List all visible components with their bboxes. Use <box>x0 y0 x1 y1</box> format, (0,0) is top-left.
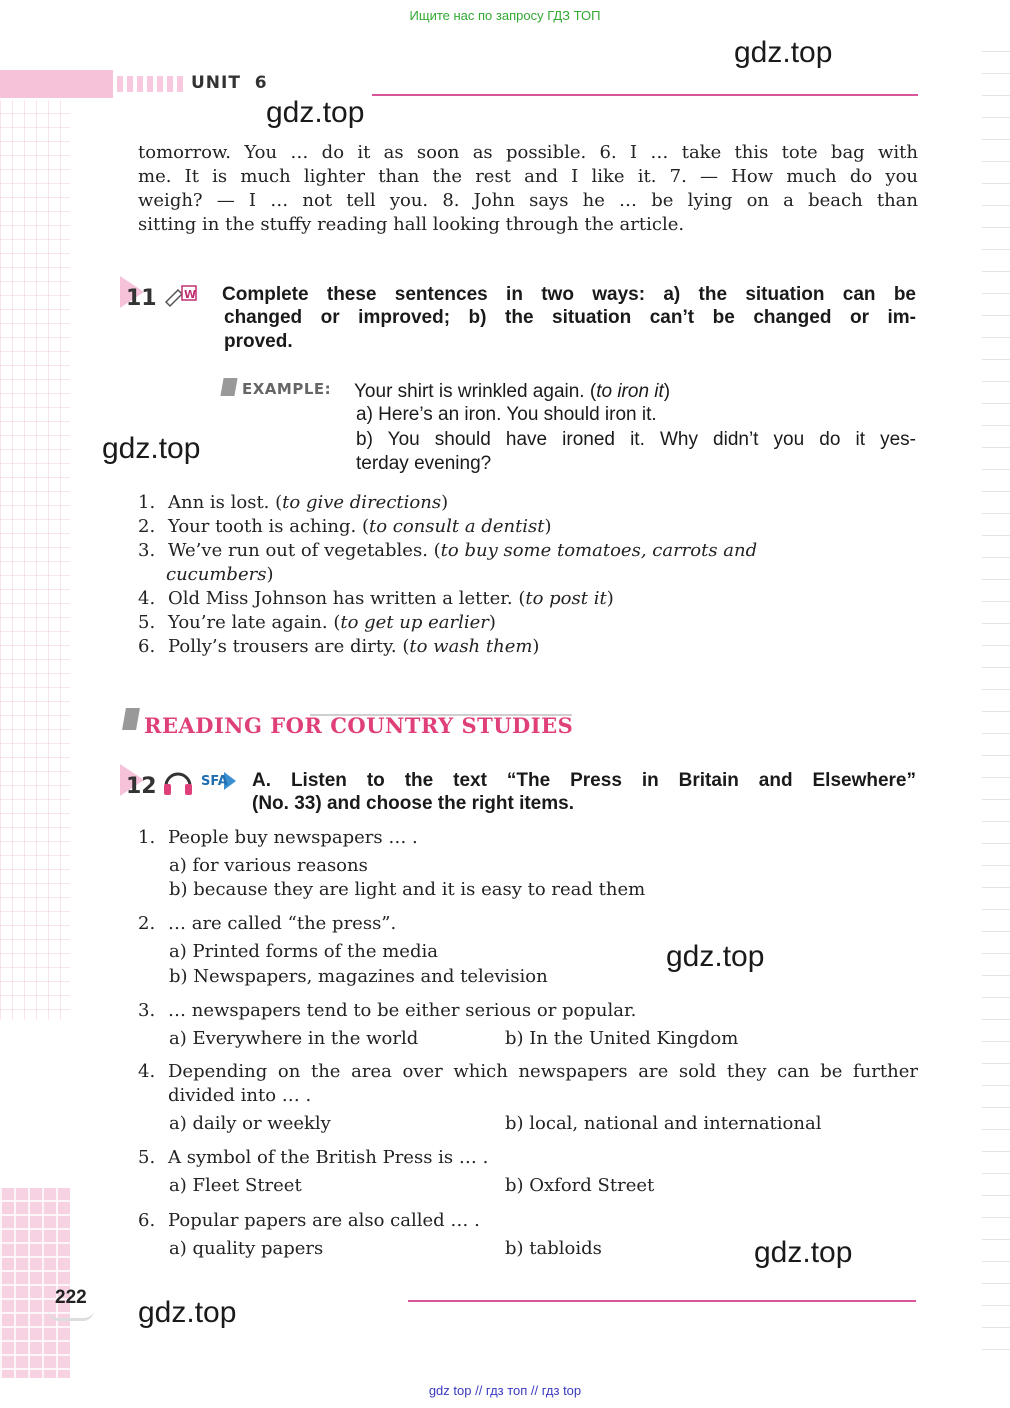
question: 4. Depending on the area over which newspapers are sold they can be further <box>138 1061 918 1082</box>
watermark: gdz.top <box>666 940 765 973</box>
bottom-note[interactable]: gdz top // гдз топ // гдз top <box>428 1383 582 1398</box>
example-b-line: terday evening? <box>356 453 492 474</box>
unit-pink-band <box>0 70 113 98</box>
answer-option[interactable]: b) tabloids <box>505 1238 602 1259</box>
answer-option[interactable]: a) Fleet Street <box>169 1175 302 1196</box>
example-b-line: b) You should have ironed it. Why didn’t you do it yes- <box>356 429 916 450</box>
sfa-icon-label: SFA <box>201 774 228 789</box>
intro-line: sitting in the stuffy reading hall looking through the article. <box>138 214 685 235</box>
watermark: gdz.top <box>138 1296 237 1329</box>
answer-option[interactable]: a) Everywhere in the world <box>169 1028 419 1049</box>
task-11-item: 3. We’ve run out of vegetables. (to buy some tomatoes, carrots and <box>138 540 758 561</box>
headphones-icon <box>162 766 194 796</box>
left-decorative-pattern <box>0 100 70 1020</box>
example-hint: to iron it <box>596 381 664 402</box>
page-number-swoosh <box>48 1310 94 1321</box>
answer-option[interactable]: a) quality papers <box>169 1238 324 1259</box>
unit-dots-decoration <box>117 76 187 92</box>
unit-label <box>191 73 268 93</box>
question-cont: divided into … . <box>168 1085 312 1106</box>
task-11-item: 5. You’re late again. (to get up earlier) <box>138 612 496 633</box>
writing-icon <box>164 284 198 308</box>
sfa-icon <box>200 768 238 794</box>
header-rule <box>372 94 918 96</box>
question: 2. … are called “the press”. <box>138 913 397 934</box>
watermark: gdz.top <box>734 36 833 69</box>
footer-rule <box>408 1300 916 1302</box>
watermark: gdz.top <box>102 432 201 465</box>
answer-option[interactable]: a) daily or weekly <box>169 1113 331 1134</box>
section-marker <box>122 708 140 730</box>
answer-option[interactable]: b) In the United Kingdom <box>505 1028 739 1049</box>
question: 6. Popular papers are also called … . <box>138 1210 480 1231</box>
answer-option[interactable]: b) Oxford Street <box>505 1175 655 1196</box>
task-11-item-cont: cucumbers) <box>166 564 274 585</box>
top-note[interactable]: Ищите нас по запросу ГДЗ ТОП <box>409 8 601 23</box>
task-12-instruction-line: (No. 33) and choose the right items. <box>252 793 574 814</box>
section-title: READING FOR COUNTRY STUDIES <box>144 713 574 738</box>
question: 1. People buy newspapers … . <box>138 827 418 848</box>
intro-line: weigh? — I … not tell you. 8. John says he … be lying on a beach than <box>138 190 918 211</box>
page-number: 222 <box>55 1287 87 1308</box>
question: 3. … newspapers tend to be either serious or popular. <box>138 1000 637 1021</box>
question: 5. A symbol of the British Press is … . <box>138 1147 489 1168</box>
answer-option[interactable]: a) Printed forms of the media <box>169 941 438 962</box>
answer-option[interactable]: b) because they are light and it is easy to read them <box>169 879 646 900</box>
unit-number: 6 <box>254 73 268 93</box>
intro-line: tomorrow. You … do it as soon as possible. 6. I … take this tote bag with <box>138 142 918 163</box>
task-12-number: 12 <box>126 774 157 799</box>
task-11-instruction-line: changed or improved; b) the situation can’t be changed or im- <box>224 307 916 328</box>
bottom-left-grid-decoration <box>0 1188 70 1378</box>
task-11-item: 2. Your tooth is aching. (to consult a dentist) <box>138 516 552 537</box>
task-12-instruction-line: A. Listen to the text “The Press in Britain and Elsewhere” <box>252 770 916 791</box>
unit-label-text: UNIT <box>191 73 241 93</box>
answer-option[interactable]: b) local, national and international <box>505 1113 822 1134</box>
task-11-instruction-line: proved. <box>224 331 293 352</box>
answer-option[interactable]: a) for various reasons <box>169 855 368 876</box>
watermark: gdz.top <box>754 1236 853 1269</box>
writing-icon-letter: W <box>184 288 197 301</box>
task-11-number: 11 <box>126 286 157 311</box>
example-a: a) Here’s an iron. You should iron it. <box>356 404 657 425</box>
example-label: EXAMPLE: <box>242 380 332 398</box>
task-11-item: 1. Ann is lost. (to give directions) <box>138 492 449 513</box>
task-11-item: 6. Polly’s trousers are dirty. (to wash them) <box>138 636 540 657</box>
example-sentence: Your shirt is wrinkled again. (to iron it) <box>354 381 671 402</box>
example-sentence-text: Your shirt is wrinkled again. <box>354 381 585 402</box>
intro-line: me. It is much lighter than the rest and I like it. 7. — How much do you <box>138 166 918 187</box>
watermark: gdz.top <box>266 96 365 129</box>
task-11-instruction-line: Complete these sentences in two ways: a) the situation can be <box>222 284 916 305</box>
answer-option[interactable]: b) Newspapers, magazines and television <box>169 966 548 987</box>
example-marker <box>220 378 237 396</box>
right-decorative-pattern <box>982 30 1010 1370</box>
task-11-item: 4. Old Miss Johnson has written a letter. (to post it) <box>138 588 614 609</box>
